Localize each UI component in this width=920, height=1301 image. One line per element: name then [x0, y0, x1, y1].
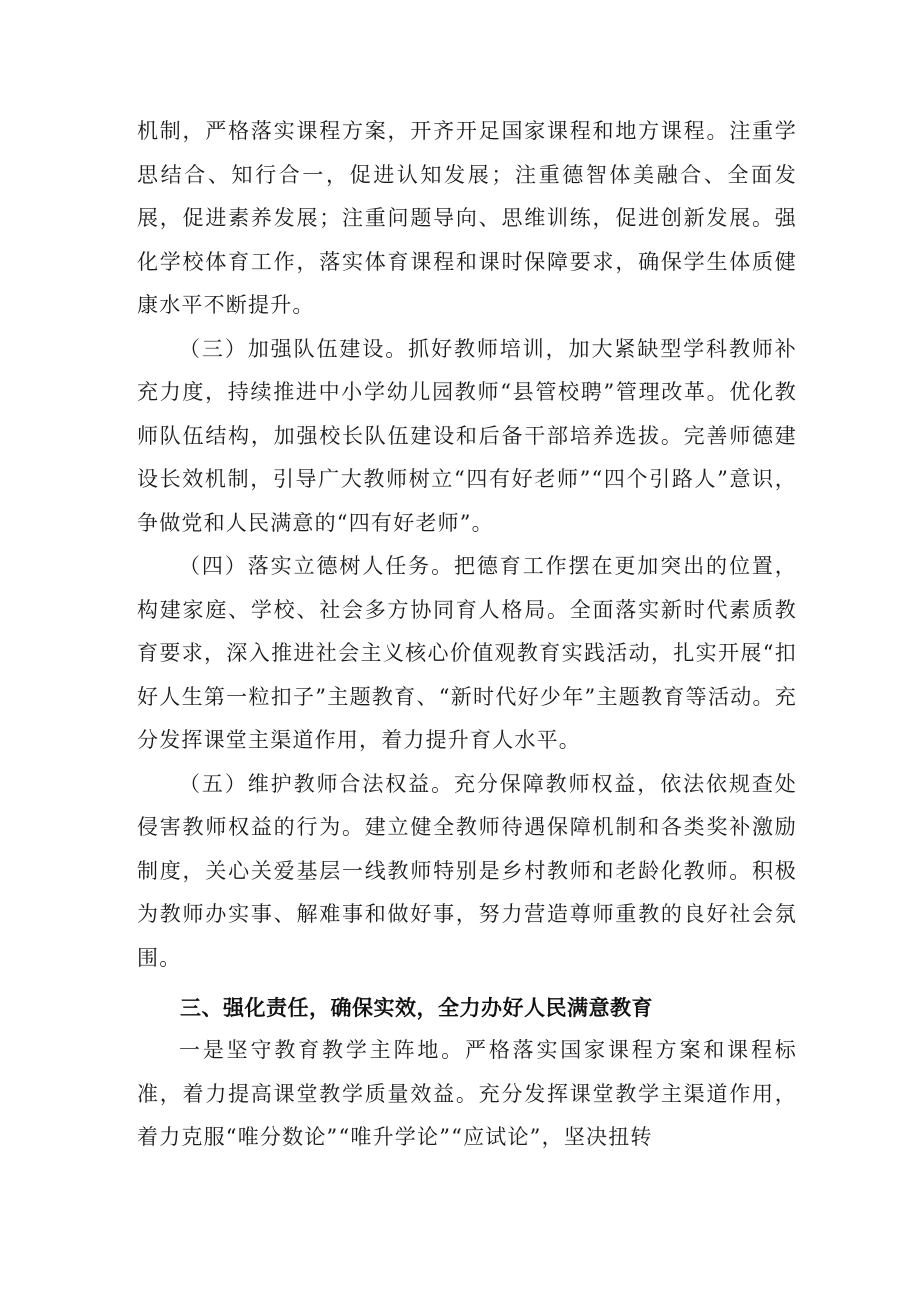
- paragraph-moral-education: （四）落实立德树人任务。把德育工作摆在更加突出的位置，构建家庭、学校、社会多方协同育人格局。全面落实新时代素质教育要求，深入推进社会主义核心价值观教育实践活动，扎实开展“扣好人生第一粒扣子”主题教育、“新时代好少年”主题教育等活动。充分发挥课堂主渠道作用，着力提升育人水平。: [137, 554, 797, 752]
- paragraph-curriculum: 机制，严格落实课程方案，开齐开足国家课程和地方课程。注重学思结合、知行合一，促进认知发展；注重德智体美融合、全面发展，促进素养发展；注重问题导向、思维训练，促进创新发展。强化学校体育工作，落实体育课程和课时保障要求，确保学生体质健康水平不断提升。: [137, 119, 797, 317]
- paragraph-teacher-rights: （五）维护教师合法权益。充分保障教师权益，依法依规查处侵害教师权益的行为。建立健全教师待遇保障机制和各类奖补激励制度，关心关爱基层一线教师特别是乡村教师和老龄化教师。积极为教师办实事、解难事和做好事，努力营造尊师重教的良好社会氛围。: [137, 771, 797, 970]
- section-heading: 三、强化责任，确保实效，全力办好人民满意教育: [180, 996, 653, 1020]
- body-text-top: [137, 110, 797, 980]
- paragraph-teacher-team: （三）加强队伍建设。抓好教师培训，加大紧缺型学科教师补充力度，持续推进中小学幼儿园教师“县管校聘”管理改革。优化教师队伍结构，加强校长队伍建设和后备干部培养选拔。完善师德建设长效机制，引导广大教师树立“四有好老师”“四个引路人”意识，争做党和人民满意的“四有好老师”。: [137, 336, 797, 535]
- body-text-bottom: [137, 1029, 797, 1160]
- paragraph-teaching-position: 一是坚守教育教学主阵地。严格落实国家课程方案和课程标准，着力提高课堂教学质量效益。充分发挥课堂教学主渠道作用，着力克服“唯分数论”“唯升学论”“应试论”，坚决扭转: [137, 1038, 797, 1149]
